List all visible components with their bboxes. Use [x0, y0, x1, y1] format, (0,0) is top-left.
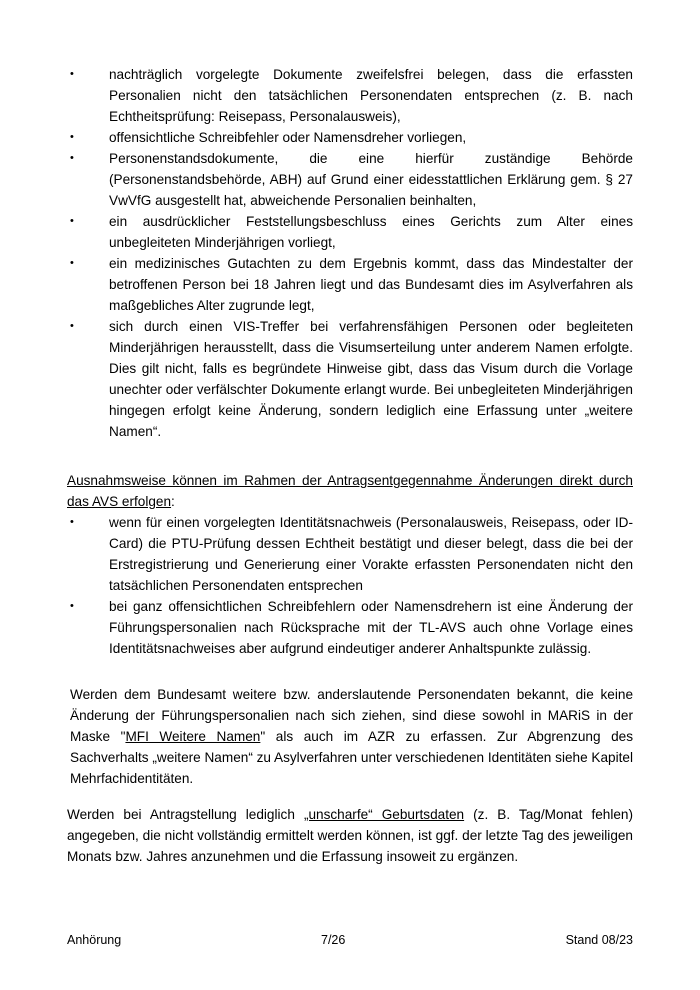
- mfi-weitere-namen-link[interactable]: MFI Weitere Namen: [125, 729, 261, 744]
- bullet-icon: •: [70, 215, 74, 227]
- section-heading-colon: :: [171, 494, 175, 509]
- list-item-text: bei ganz offensichtlichen Schreibfehlern oder Namensdrehern ist eine Änderung der Führungspersonalien nach Rücksprache mit der TL-AVS auch ohne Vorlage eines Identitätsnachweises aber aufgrund eindeutiger anderer Anhaltspunkte zulässig.: [109, 599, 633, 656]
- bullet-list-corrections: [67, 64, 633, 442]
- bullet-icon: •: [70, 131, 74, 143]
- paragraph-text: (z. B. Tag/Monat fehlen) angegeben, die nicht vollständig ermittelt werden können, ist ggf. der letzte Tag des jeweiligen Monats bzw. Jahres anzunehmen und die Erfassung insoweit zu ergänzen.: [67, 807, 634, 864]
- list-item: [67, 316, 633, 442]
- list-item-text: wenn für einen vorgelegten Identitätsnachweis (Personalausweis, Reisepass, oder ID-Card) die PTU-Prüfung dessen Echtheit bestätigt und dieser belegt, dass die bei der Erstregistrierung und Generierung einer Vorakte erfassten Personendaten nicht den tatsächlichen Personendaten entsprechen: [109, 515, 633, 593]
- list-item-text: sich durch einen VIS-Treffer bei verfahrensfähigen Personen oder begleiteten Minderjährigen herausstellt, dass die Visumserteilung unter anderem Namen erfolgte. Dies gilt nicht, falls es begründete Hinweise gibt, dass das Visum durch die Vorlage unechter oder verfälschter Dokumente erlangt wurde. Bei unbegleiteten Minderjährigen hingegen erfolgt keine Änderung, sondern lediglich eine Erfassung unter „weitere Namen“.: [109, 319, 633, 439]
- list-item: [67, 127, 633, 148]
- bullet-icon: •: [70, 516, 74, 528]
- unscharfe-geburtsdaten-link[interactable]: „unscharfe“ Geburtsdaten: [303, 807, 465, 822]
- bullet-icon: •: [70, 68, 74, 80]
- bullet-icon: •: [70, 320, 74, 332]
- page-footer: [67, 933, 633, 951]
- paragraph-text: Werden bei Antragstellung lediglich: [67, 807, 304, 822]
- bullet-icon: •: [70, 152, 74, 164]
- list-item-text: ein medizinisches Gutachten zu dem Ergebnis kommt, dass das Mindestalter der betroffenen Person bei 18 Jahren liegt und das Bundesamt dies im Asylverfahren als maßgebliches Alter zugrunde legt,: [109, 256, 633, 313]
- footer-version-label: Stand 08/23: [565, 933, 633, 947]
- section-heading-text: Ausnahmsweise können im Rahmen der Antragsentgegennahme Änderungen direkt durch das AVS erfolgen: [67, 473, 633, 509]
- list-item: [67, 211, 633, 253]
- list-item-text: Personenstandsdokumente, die eine hierfür zuständige Behörde (Personenstandsbehörde, ABH) auf Grund einer eidesstattlichen Erklärung gem. § 27 VwVfG ausgestellt hat, abweichende Personalien beinhalten,: [109, 151, 633, 208]
- list-item: [67, 64, 633, 127]
- bullet-icon: •: [70, 257, 74, 269]
- paragraph-text: " als auch im AZR zu erfassen. Zur Abgrenzung des Sachverhalts „weitere Namen“ zu Asylverfahren unter verschiedenen Identitäten siehe Kapitel Mehrfachidentitäten.: [70, 729, 634, 786]
- list-item-text: offensichtliche Schreibfehler oder Namensdreher vorliegen,: [109, 130, 467, 145]
- footer-section-label: Anhörung: [67, 933, 122, 947]
- list-item: [67, 596, 633, 659]
- paragraph-weitere-namen: [70, 684, 633, 789]
- list-item-text: ein ausdrücklicher Feststellungsbeschluss eines Gerichts zum Alter eines unbegleiteten Minderjährigen vorliegt,: [109, 214, 633, 250]
- footer-page-number: 7/26: [321, 933, 346, 947]
- list-item: [67, 512, 633, 596]
- bullet-icon: •: [70, 600, 74, 612]
- paragraph-geburtsdaten: [67, 804, 633, 867]
- bullet-list-exceptions: [67, 512, 633, 659]
- section-heading-exceptions: [67, 470, 633, 512]
- list-item: [67, 253, 633, 316]
- paragraph-text: Werden dem Bundesamt weitere bzw. anderslautende Personendaten bekannt, die keine Änderung der Führungspersonalien nach sich ziehen, sind diese sowohl in MARiS in der Maske ": [70, 687, 633, 744]
- list-item: [67, 148, 633, 211]
- list-item-text: nachträglich vorgelegte Dokumente zweifelsfrei belegen, dass die erfassten Personalien nicht den tatsächlichen Personendaten entsprechen (z. B. nach Echtheitsprüfung: Reisepass, Personalausweis),: [109, 67, 633, 124]
